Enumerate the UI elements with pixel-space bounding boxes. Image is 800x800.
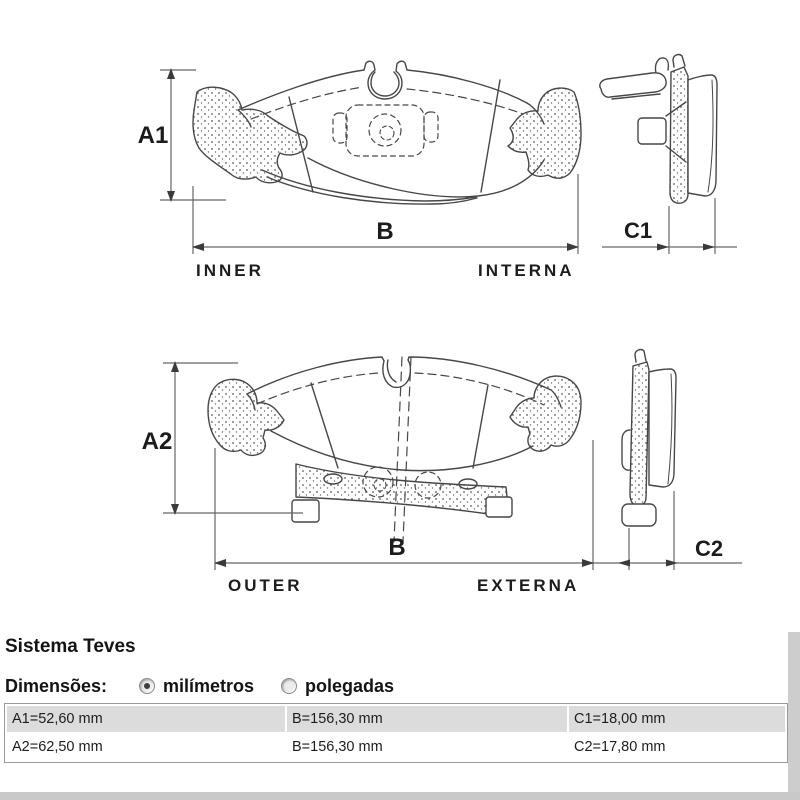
outer-pad-right-ear bbox=[510, 376, 581, 451]
table-row bbox=[7, 734, 785, 760]
radio-label[interactable]: polegadas bbox=[305, 675, 395, 696]
system-title: Sistema Teves bbox=[5, 636, 136, 657]
radio-option-polegadas[interactable] bbox=[281, 676, 394, 697]
caption-outer: OUTER bbox=[228, 576, 303, 595]
dim-label-c1: C1 bbox=[623, 218, 653, 243]
caption-interna: INTERNA bbox=[478, 261, 575, 280]
table-row bbox=[7, 706, 785, 732]
dimension-cell-b2: B=156,30 mm bbox=[287, 734, 567, 760]
radio-button-icon[interactable] bbox=[281, 678, 297, 694]
outer-pad-front-view bbox=[208, 357, 581, 542]
outer-pad-left-ear bbox=[208, 379, 284, 455]
dim-label-a1: A1 bbox=[137, 122, 169, 149]
dimension-cell-a1: A1=52,60 mm bbox=[7, 706, 285, 732]
dim-label-b-inner: B bbox=[376, 218, 394, 245]
dim-label-c2: C2 bbox=[694, 536, 724, 561]
dimensions-label: Dimensões: bbox=[5, 675, 108, 696]
radio-option-milimetros[interactable] bbox=[139, 676, 254, 697]
inner-pad-right-ear bbox=[508, 88, 581, 178]
radio-label[interactable]: milímetros bbox=[163, 675, 255, 696]
inner-pad-front-view bbox=[193, 61, 581, 204]
dimensions-table bbox=[4, 703, 788, 763]
inner-pad-side-view bbox=[600, 55, 717, 204]
page-background-edge bbox=[0, 792, 800, 800]
radio-button-icon[interactable] bbox=[139, 678, 155, 694]
page-background-edge bbox=[788, 632, 800, 800]
dimension-cell-c1: C1=18,00 mm bbox=[569, 706, 785, 732]
dimension-cell-c2: C2=17,80 mm bbox=[569, 734, 785, 760]
dim-label-a2: A2 bbox=[141, 428, 173, 455]
dim-label-b-outer: B bbox=[388, 534, 406, 561]
dimension-cell-b1: B=156,30 mm bbox=[287, 706, 567, 732]
caption-inner: INNER bbox=[196, 261, 264, 280]
outer-pad-shim-band bbox=[296, 464, 509, 517]
caption-externa: EXTERNA bbox=[477, 576, 580, 595]
outer-pad-side-view bbox=[622, 350, 676, 526]
dimension-cell-a2: A2=62,50 mm bbox=[7, 734, 285, 760]
dimensions-unit-control bbox=[5, 676, 421, 696]
